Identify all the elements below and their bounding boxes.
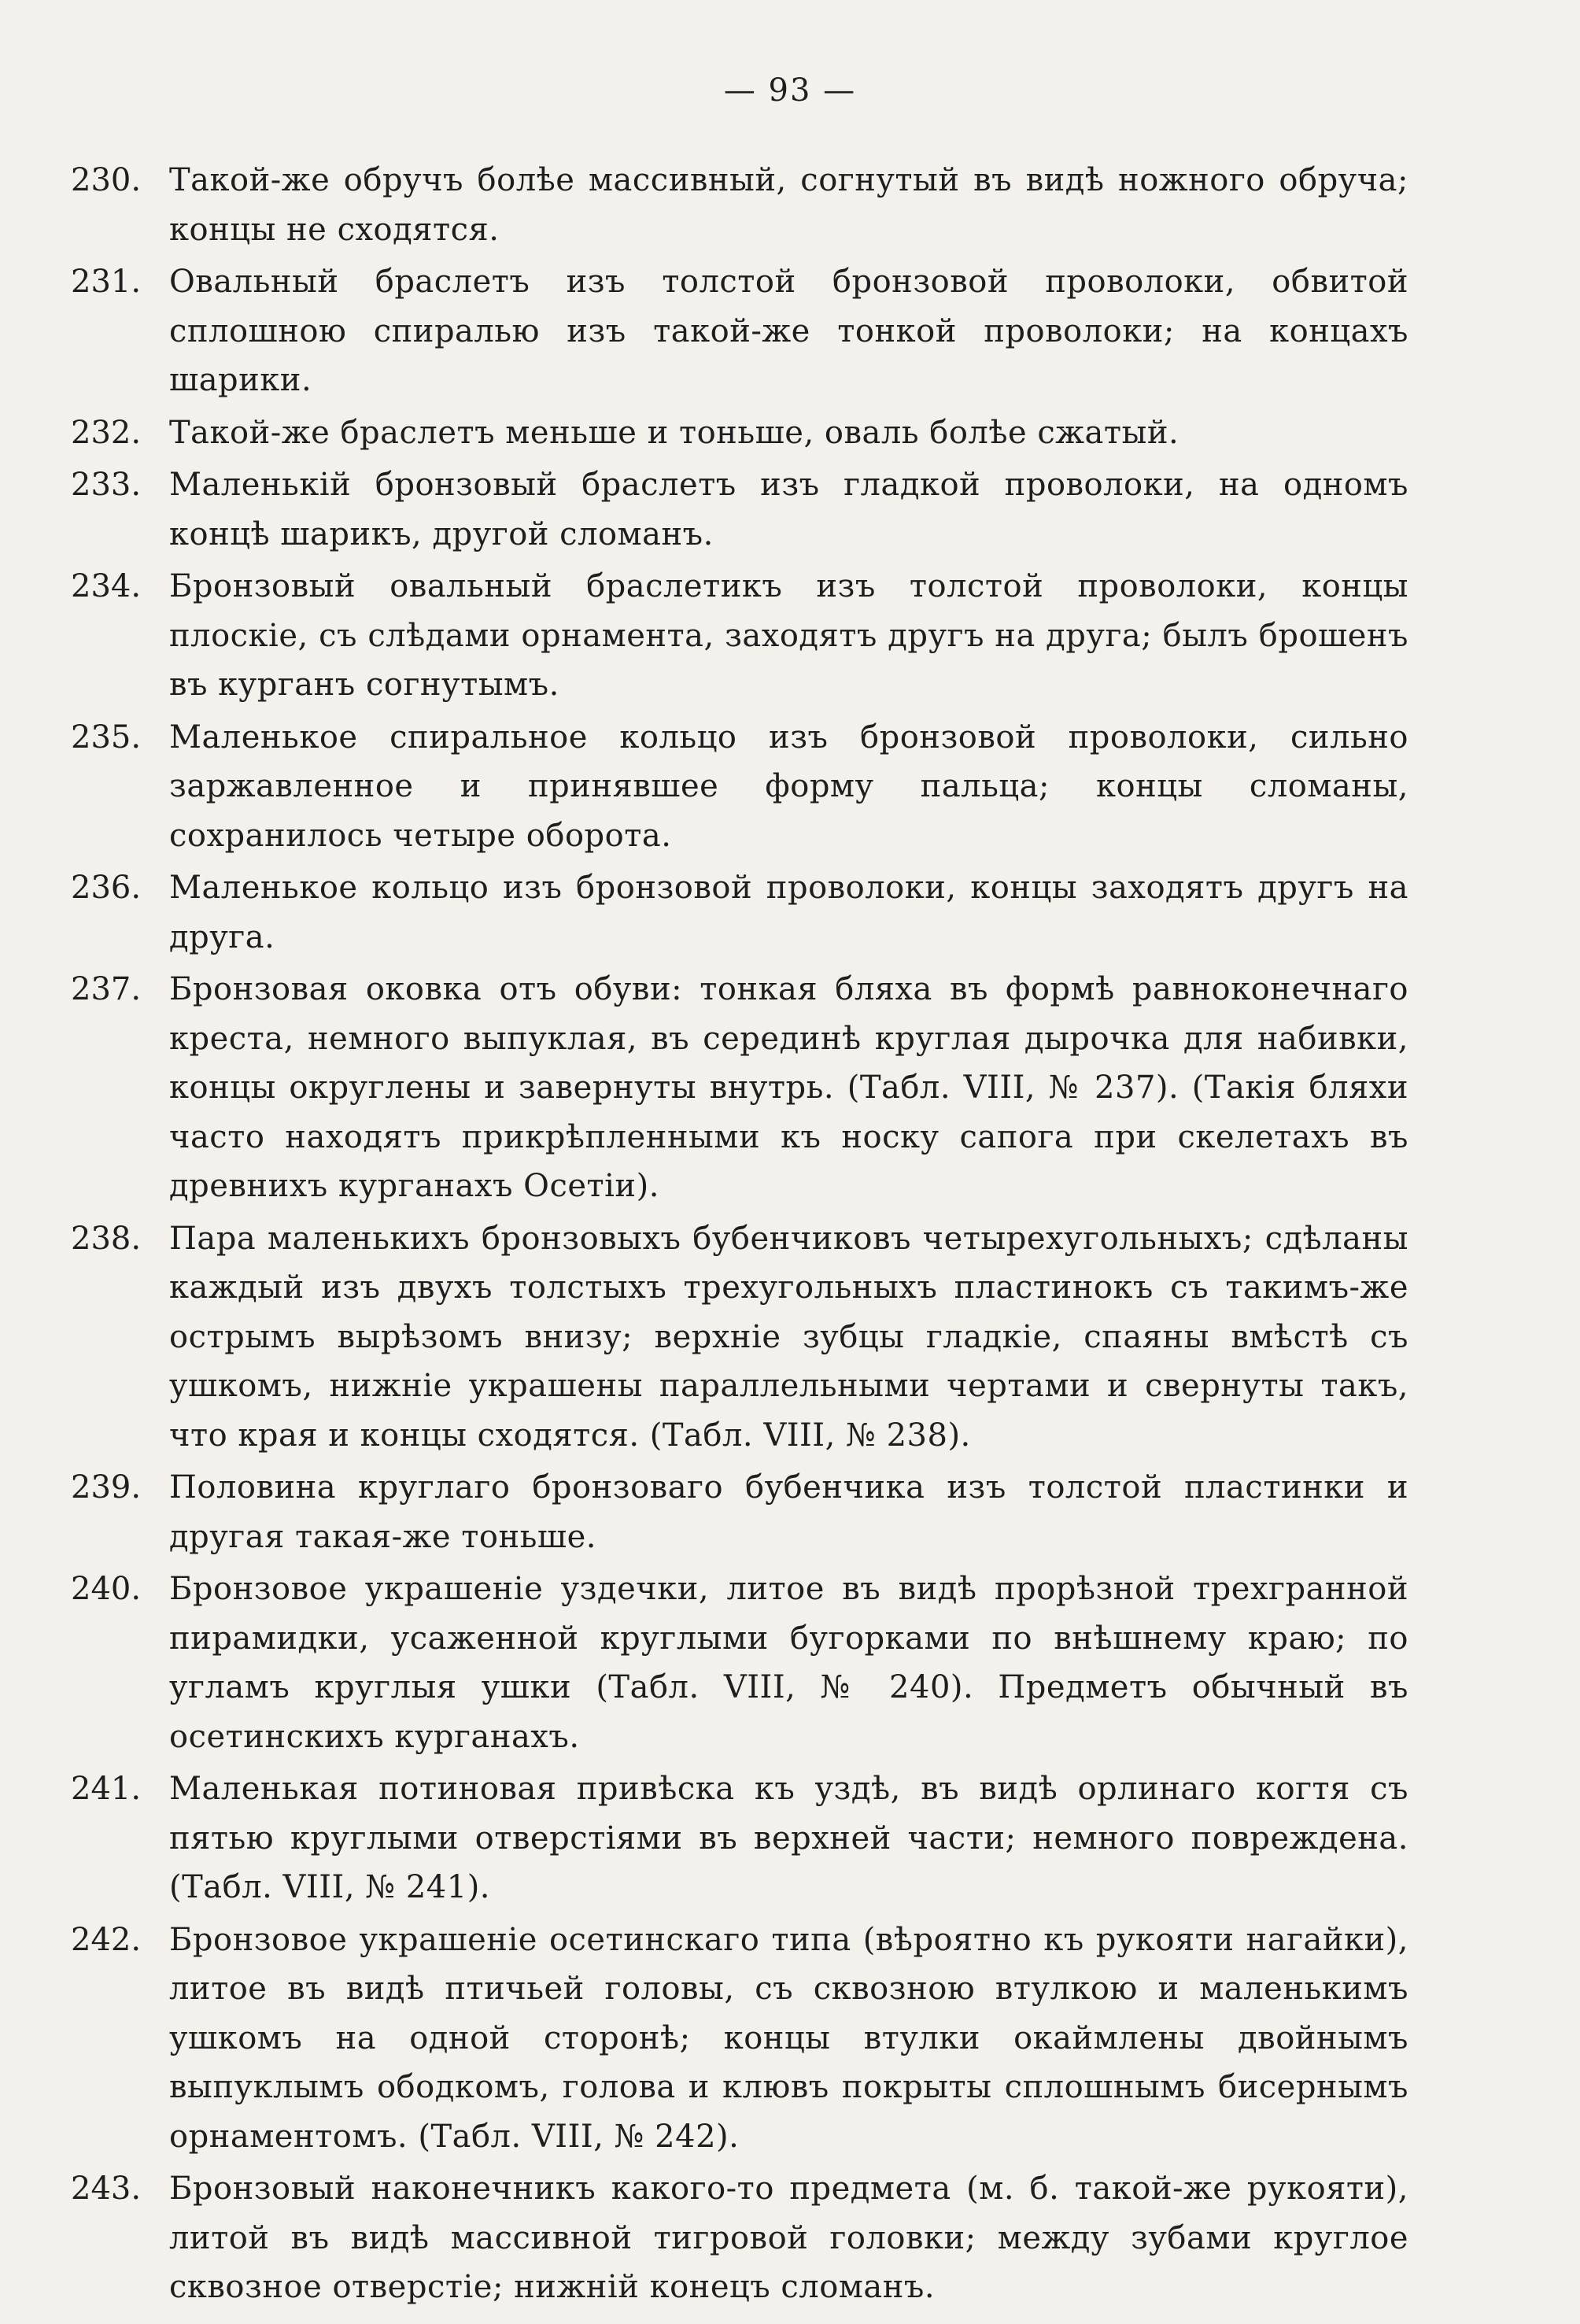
entry-text: Маленькій бронзовый браслетъ изъ гладкой проволоки, на одномъ концѣ шарикъ, другой сломанъ. (169, 467, 1408, 552)
entry-number: 231. (71, 264, 142, 300)
entry-text: Бронзовое украшеніе уздечки, литое въ видѣ прорѣзной трехгранной пирамидки, усаженной круглыми бугорками по внѣшнему краю; по угламъ круглыя ушки (Табл. VIII, № 240). Предметъ обычный въ осетинскихъ курганахъ. (169, 1571, 1408, 1755)
entry-238 (71, 1214, 1408, 1461)
entry-number: 233. (71, 467, 142, 503)
entry-237 (71, 965, 1408, 1211)
entry-text: Бронзовый овальный браслетикъ изъ толстой проволоки, концы плоскіе, съ слѣдами орнамента, заходятъ другъ на друга; былъ брошенъ въ курганъ согнутымъ. (169, 568, 1408, 703)
entry-241 (71, 1764, 1408, 1912)
entry-number: 234. (71, 568, 142, 604)
entry-text: Маленькое кольцо изъ бронзовой проволоки, концы заходятъ другъ на друга. (169, 870, 1408, 955)
entry-233 (71, 460, 1408, 559)
entry-text: Такой-же обручъ болѣе массивный, согнутый въ видѣ ножного обруча; концы не сходятся. (169, 162, 1408, 248)
entry-number: 238. (71, 1220, 142, 1257)
page-number: — 93 — (723, 72, 857, 109)
entry-number: 236. (71, 870, 142, 906)
entry-232 (71, 408, 1408, 458)
entry-236 (71, 863, 1408, 962)
entry-text: Овальный браслетъ изъ толстой бронзовой проволоки, обвитой сплошною спиралью изъ такой-же тонкой проволоки; на концахъ шарики. (169, 264, 1408, 398)
entry-number: 241. (71, 1771, 142, 1807)
entry-text: Бронзовая оковка отъ обуви: тонкая бляха въ формѣ равноконечнаго креста, немного выпуклая, въ серединѣ круглая дырочка для набивки, концы округлены и завернуты внутрь. (Табл. VIII, № 237). (Такія бляхи часто находятъ прикрѣпленными къ носку сапога при скелетахъ въ древнихъ курганахъ Осетіи). (169, 971, 1408, 1204)
entry-text: Половина круглаго бронзоваго бубенчика изъ толстой пластинки и другая такая-же тоньше. (169, 1469, 1408, 1555)
entry-number: 242. (71, 1921, 142, 1958)
entry-240 (71, 1565, 1408, 1761)
entry-number: 230. (71, 162, 142, 198)
entry-231 (71, 257, 1408, 405)
entry-number: 239. (71, 1469, 142, 1506)
entry-text: Бронзовый наконечникъ какого-то предмета (м. б. такой-же рукояти), литой въ видѣ массивной тигровой головки; между зубами круглое сквозное отверстіе; нижній конецъ сломанъ. (169, 2171, 1408, 2305)
entry-number: 240. (71, 1571, 142, 1607)
entry-text: Бронзовое украшеніе осетинскаго типа (вѣроятно къ рукояти нагайки), литое въ видѣ птичьей головы, съ сквозною втулкою и маленькимъ ушкомъ на одной сторонѣ; концы втулки окаймлены двойнымъ выпуклымъ ободкомъ, голова и клювъ покрыты сплошнымъ бисернымъ орнаментомъ. (Табл. VIII, № 242). (169, 1921, 1408, 2155)
entry-text: Такой-же браслетъ меньше и тоньше, оваль болѣе сжатый. (169, 414, 1179, 451)
entry-243 (71, 2164, 1408, 2312)
entry-235 (71, 713, 1408, 861)
entry-number: 235. (71, 719, 142, 756)
entry-number: 232. (71, 414, 142, 451)
catalog-entries (71, 156, 1408, 2315)
entry-text: Маленькое спиральное кольцо изъ бронзовой проволоки, сильно заржавленное и принявшее форму пальца; концы сломаны, сохранилось четыре оборота. (169, 719, 1408, 854)
entry-239 (71, 1463, 1408, 1561)
entry-number: 243. (71, 2171, 142, 2207)
entry-230 (71, 156, 1408, 254)
entry-number: 237. (71, 971, 142, 1007)
entry-text: Маленькая потиновая привѣска къ уздѣ, въ видѣ орлинаго когтя съ пятью круглыми отверстіями въ верхней части; немного повреждена. (Табл. VIII, № 241). (169, 1771, 1408, 1905)
entry-text: Пара маленькихъ бронзовыхъ бубенчиковъ четырехугольныхъ; сдѣланы каждый изъ двухъ толстыхъ трехугольныхъ пластинокъ съ такимъ-же острымъ вырѣзомъ внизу; верхніе зубцы гладкіе, спаяны вмѣстѣ съ ушкомъ, нижніе украшены параллельными чертами и свернуты такъ, что края и концы сходятся. (Табл. VIII, № 238). (169, 1220, 1408, 1454)
entry-234 (71, 562, 1408, 710)
entry-242 (71, 1916, 1408, 2162)
